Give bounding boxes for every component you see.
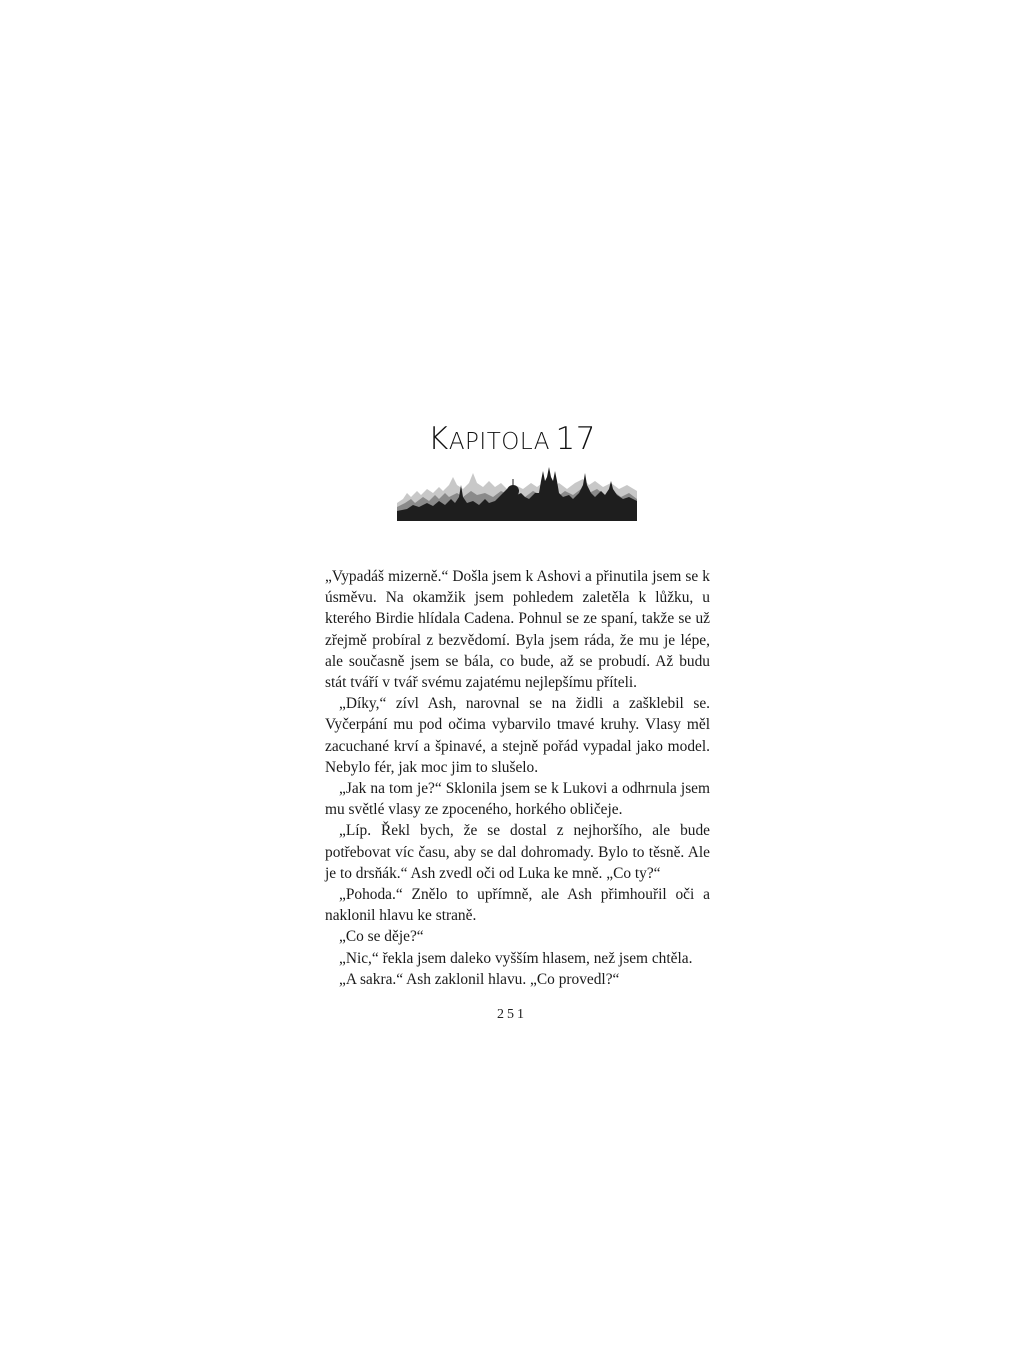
paragraph: „A sakra.“ Ash zaklonil hlavu. „Co provedl?“ bbox=[339, 970, 620, 988]
page-number: 251 bbox=[497, 1007, 527, 1022]
paragraph: „Vypadáš mizerně.“ Došla jsem k Ashovi a přinutila jsem se k úsměvu. Na okamžik jsem pohledem zaletěla k lůžku, u kterého Birdie hlídala Cadena. Pohnul se ze spaní, takže se už zřejmě probíral z bezvědomí. Byla jsem ráda, že mu je lépe, ale současně jsem se bála, co bude, až se probudí. Až budu stát tváří v tvář svému zajatému nejlepšímu příteli. bbox=[325, 568, 710, 692]
paragraph: „Co se děje?“ bbox=[339, 928, 424, 946]
paragraph: „Nic,“ řekla jsem daleko vyšším hlasem, než jsem chtěla. bbox=[339, 949, 693, 967]
chapter-body-text bbox=[325, 566, 710, 990]
chapter-title-initial: K bbox=[427, 421, 449, 457]
chapter-title-rest: APITOLA bbox=[448, 429, 550, 455]
paragraph: „Jak na tom je?“ Sklonila jsem se k Lukovi a odhrnula jsem mu světlé vlasy ze zpoceného, horkého obličeje. bbox=[325, 780, 710, 819]
chapter-number: 17 bbox=[555, 421, 596, 457]
paragraph: „Líp. Řekl bych, že se dostal z nejhoršího, ale bude potřebovat víc času, aby se dal dohromady. Bylo to těsně. Ale je to drsňák.“ Ash zvedl oči od Luka ke mně. „Co ty?“ bbox=[325, 822, 710, 882]
paragraph: „Díky,“ zívl Ash, narovnal se na židli a zašklebil se. Vyčerpání mu pod očima vybarvilo tmavé kruhy. Vlasy měl zacuchané krví a špinavé, a stejně pořád vypadal jako model. Nebylo fér, jak moc jim to slušelo. bbox=[325, 695, 710, 776]
city-skyline-ornament bbox=[397, 463, 637, 521]
paragraph: „Pohoda.“ Znělo to upřímně, ale Ash přimhouřil oči a naklonil hlavu ke straně. bbox=[325, 886, 710, 925]
chapter-title bbox=[0, 421, 1024, 457]
